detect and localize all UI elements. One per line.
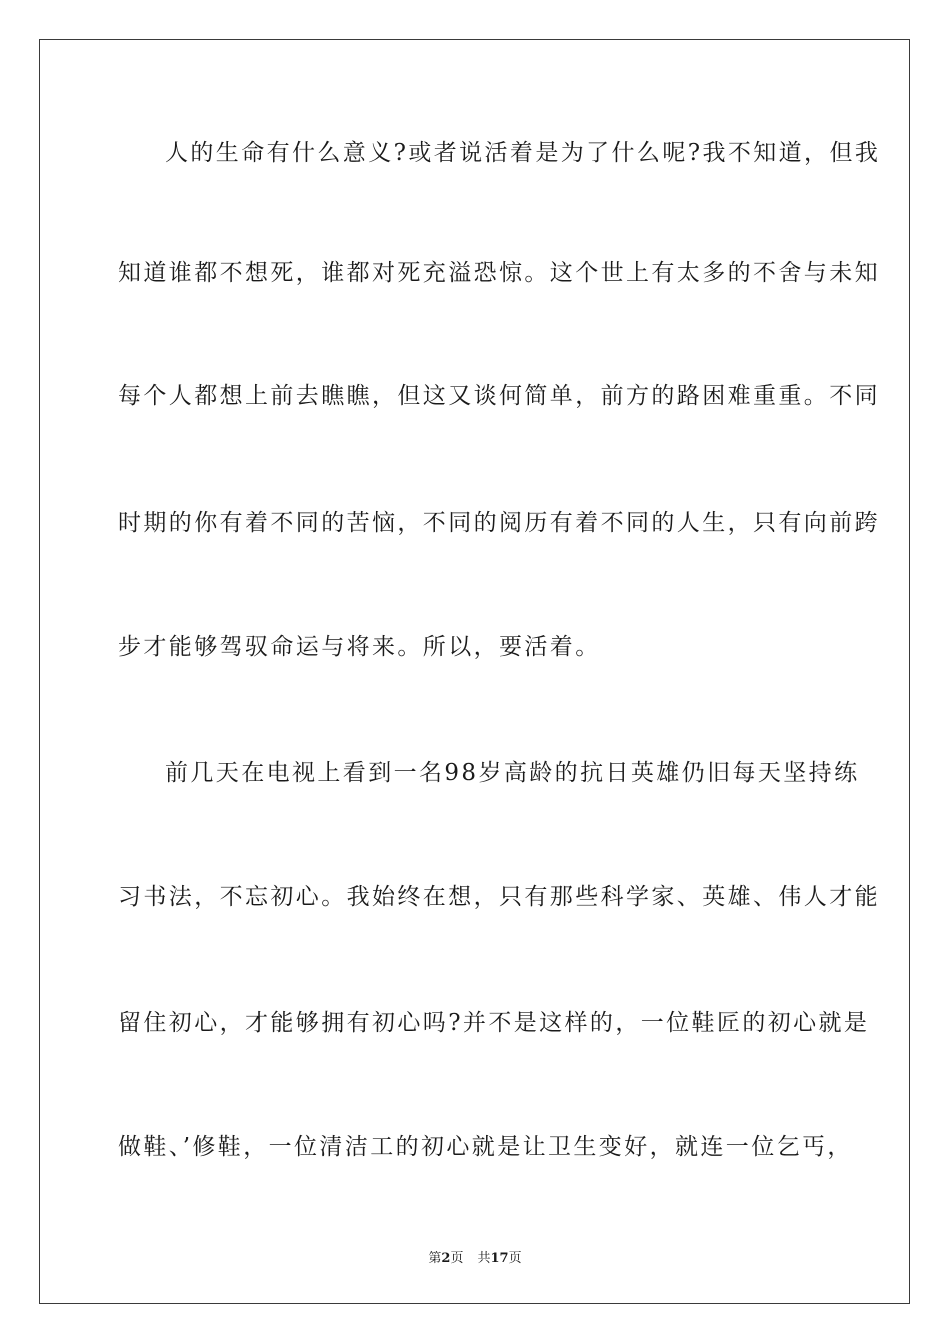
paragraph-1-line-4: 时期的你有着不同的苦恼，不同的阅历有着不同的人生，只有向前跨 bbox=[118, 510, 880, 536]
paragraph-2-line-3: 留住初心，才能够拥有初心吗?并不是这样的，一位鞋匠的初心就是 bbox=[118, 1010, 870, 1036]
page-number: 2 bbox=[441, 1251, 451, 1266]
page-prefix: 第 bbox=[428, 1251, 442, 1266]
paragraph-1-line-2: 知道谁都不想死，谁都对死充溢恐惊。这个世上有太多的不舍与未知 bbox=[118, 260, 880, 286]
paragraph-1-line-5: 步才能够驾驭命运与将来。所以，要活着。 bbox=[118, 634, 601, 660]
total-suffix: 页 bbox=[508, 1251, 522, 1266]
page-suffix: 页 bbox=[450, 1251, 464, 1266]
paragraph-1-line-3: 每个人都想上前去瞧瞧，但这又谈何简单，前方的路困难重重。不同 bbox=[118, 383, 880, 409]
page-border bbox=[39, 39, 910, 1304]
paragraph-2-line-1: 前几天在电视上看到一名98岁高龄的抗日英雄仍旧每天坚持练 bbox=[165, 760, 860, 786]
paragraph-2-line-4: 做鞋、’修鞋，一位清洁工的初心就是让卫生变好，就连一位乞丐， bbox=[118, 1134, 853, 1160]
paragraph-2-line-2: 习书法，不忘初心。我始终在想，只有那些科学家、英雄、伟人才能 bbox=[118, 884, 880, 910]
page-footer bbox=[0, 1247, 950, 1266]
total-prefix: 共 bbox=[477, 1251, 491, 1266]
paragraph-1-line-1: 人的生命有什么意义?或者说活着是为了什么呢?我不知道，但我 bbox=[165, 140, 881, 166]
total-pages: 17 bbox=[490, 1251, 509, 1266]
